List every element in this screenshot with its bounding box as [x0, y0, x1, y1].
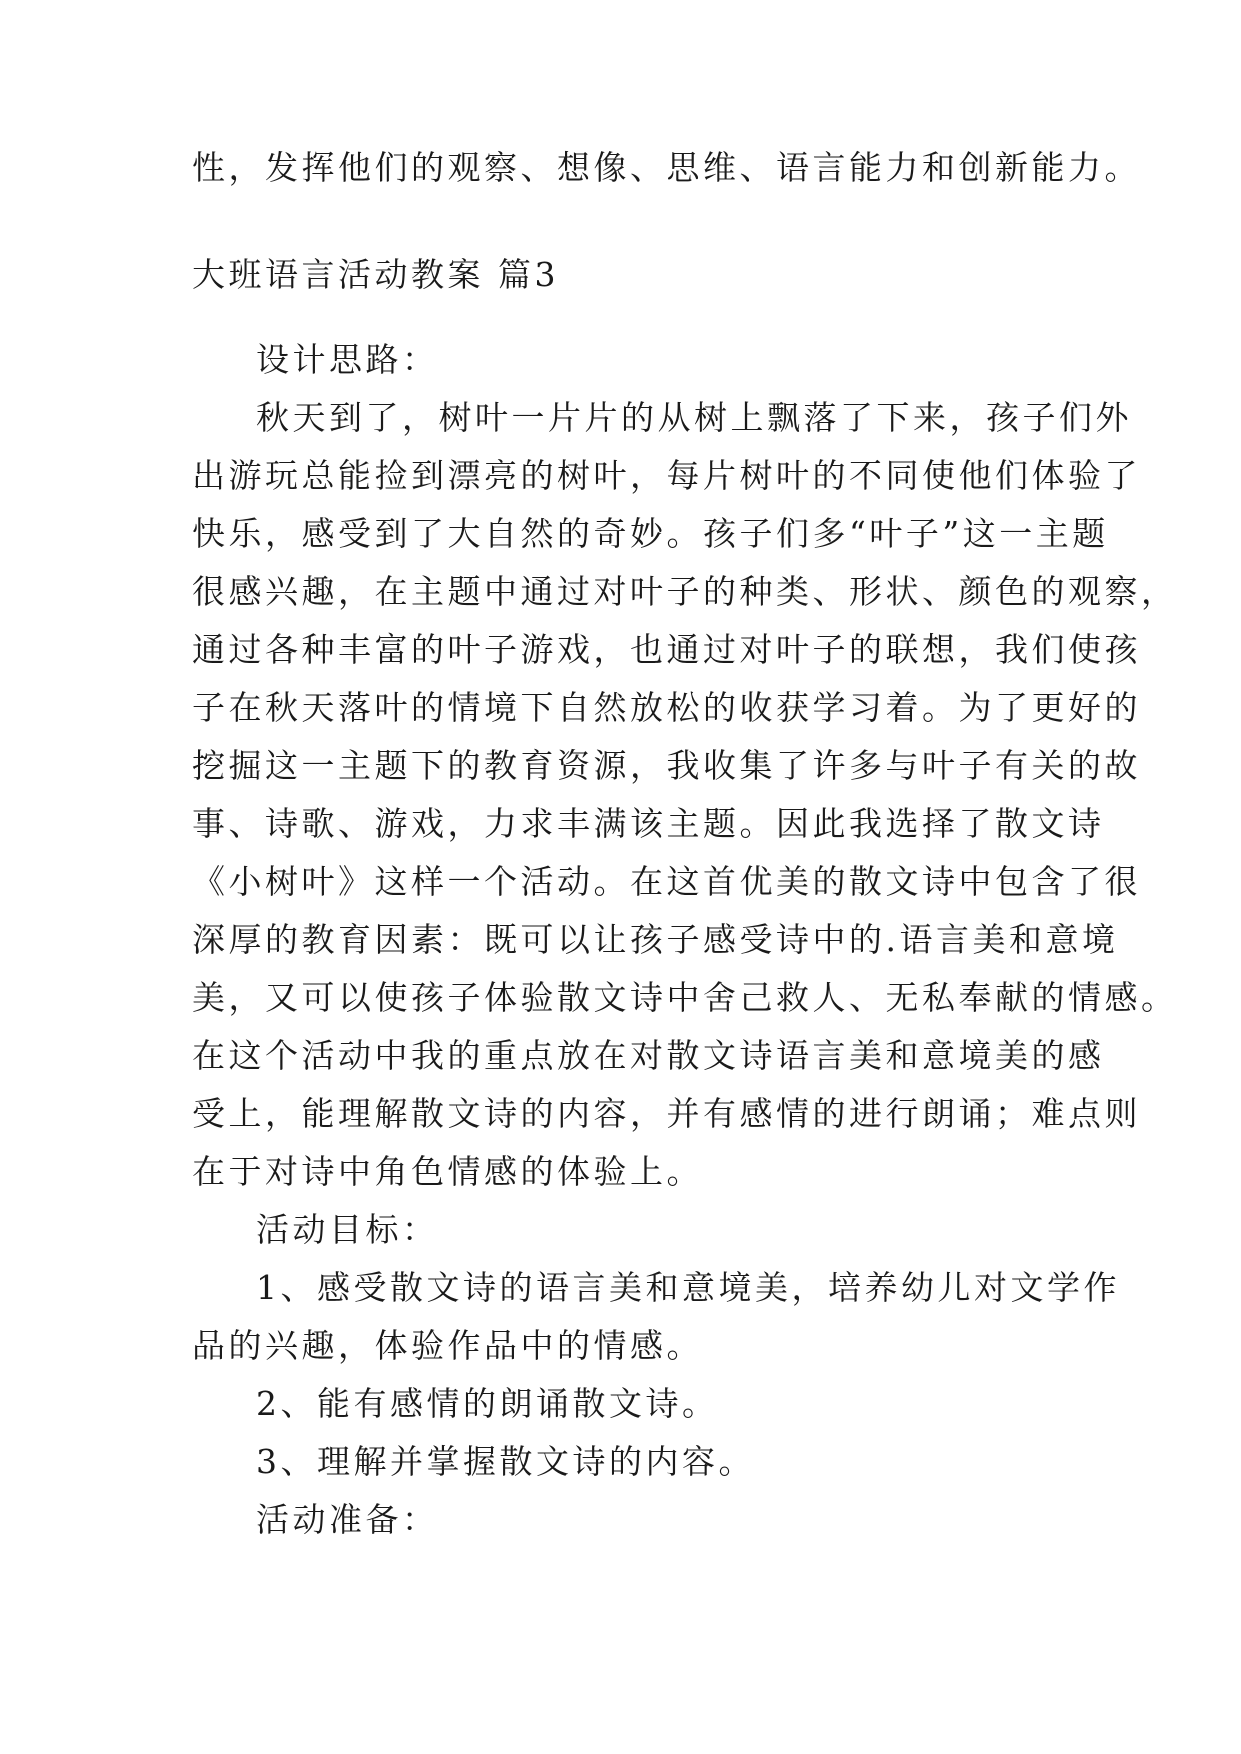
goal-item-3: 3、理解并掌握散文诗的内容。 [256, 1442, 755, 1481]
paragraph-line: 《小树叶》这样一个活动。在这首优美的散文诗中包含了很 [192, 862, 1141, 901]
goal-item-1-continued: 品的兴趣，体验作品中的情感。 [192, 1326, 703, 1365]
paragraph-line: 深厚的教育因素：既可以让孩子感受诗中的.语言美和意境 [192, 920, 1119, 959]
paragraph-line: 在于对诗中角色情感的体验上。 [192, 1152, 703, 1191]
goal-item-2: 2、能有感情的朗诵散文诗。 [256, 1384, 719, 1423]
paragraph-line: 事、诗歌、游戏，力求丰满该主题。因此我选择了散文诗 [192, 804, 1105, 843]
paragraph-line: 出游玩总能捡到漂亮的树叶，每片树叶的不同使他们体验了 [192, 456, 1141, 495]
prep-heading: 活动准备： [256, 1500, 439, 1539]
section-title: 大班语言活动教案 篇3 [192, 255, 559, 294]
paragraph-line: 通过各种丰富的叶子游戏，也通过对叶子的联想，我们使孩 [192, 630, 1141, 669]
paragraph-line: 受上，能理解散文诗的内容，并有感情的进行朗诵；难点则 [192, 1094, 1141, 1133]
continuation-line: 性，发挥他们的观察、想像、思维、语言能力和创新能力。 [192, 148, 1141, 187]
goal-item-1: 1、感受散文诗的语言美和意境美，培养幼儿对文学作 [256, 1268, 1120, 1307]
goals-heading: 活动目标： [256, 1210, 439, 1249]
paragraph-line: 快乐，感受到了大自然的奇妙。孩子们多“叶子”这一主题 [192, 514, 1109, 553]
paragraph-line: 子在秋天落叶的情境下自然放松的收获学习着。为了更好的 [192, 688, 1141, 727]
design-heading: 设计思路： [256, 340, 439, 379]
paragraph-line: 秋天到了，树叶一片片的从树上飘落了下来，孩子们外 [256, 398, 1132, 437]
paragraph-line: 在这个活动中我的重点放在对散文诗语言美和意境美的感 [192, 1036, 1105, 1075]
paragraph-line: 很感兴趣，在主题中通过对叶子的种类、形状、颜色的观察， [192, 572, 1178, 611]
paragraph-line: 美，又可以使孩子体验散文诗中舍己救人、无私奉献的情感。 [192, 978, 1178, 1017]
paragraph-line: 挖掘这一主题下的教育资源，我收集了许多与叶子有关的故 [192, 746, 1141, 785]
